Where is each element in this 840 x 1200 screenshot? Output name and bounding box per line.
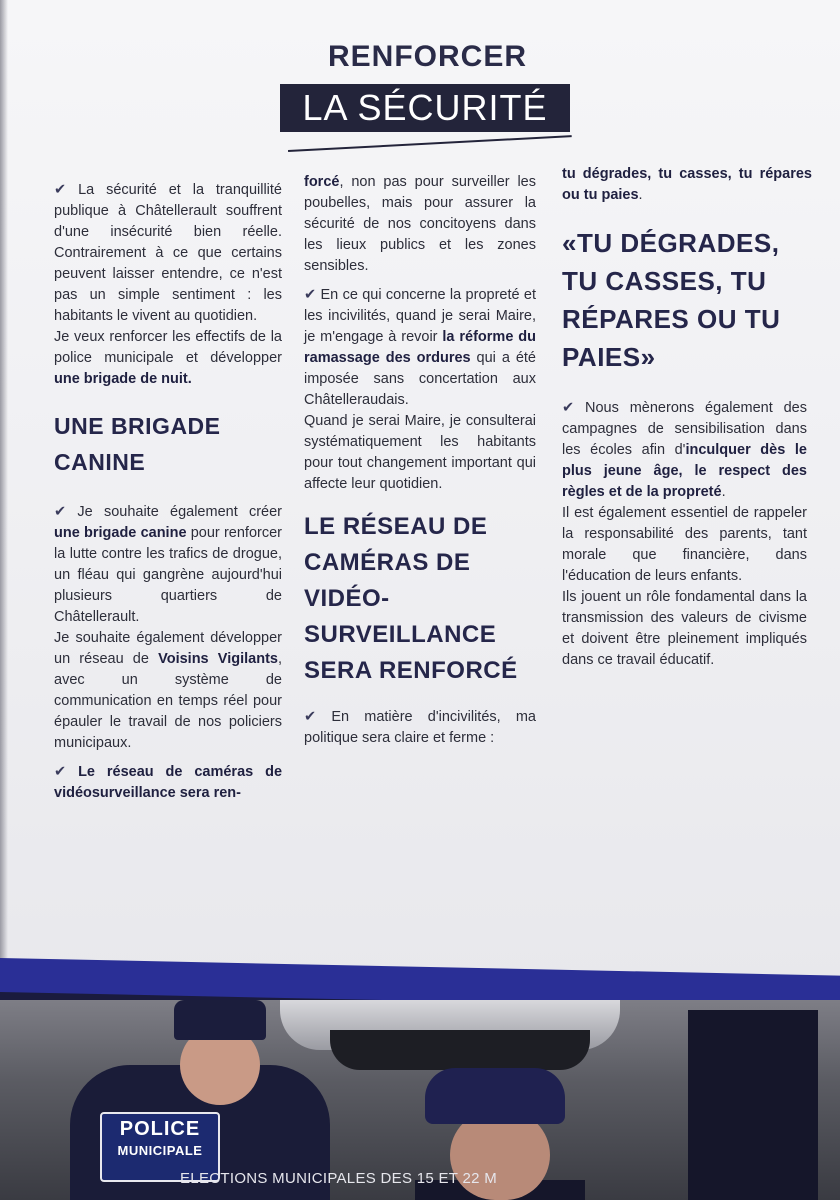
bold-phrase: tu dégrades, tu casses, tu répares ou tu paies xyxy=(562,166,812,203)
checkmark-icon: ✔ xyxy=(54,182,67,198)
paragraph-incivilites xyxy=(304,707,536,749)
paragraph-text: . xyxy=(721,484,726,500)
checkmark-icon: ✔ xyxy=(304,709,317,725)
patch-line-2: MUNICIPALE xyxy=(117,1143,203,1158)
paragraph-text: Il est également essentiel de rappeler la responsabilité des parents, tant morale que financière, dans l'éducation de leurs enfants. xyxy=(562,505,807,584)
column-1 xyxy=(54,180,282,812)
footer-election-text: ELECTIONS MUNICIPALES DES 15 ET 22 M xyxy=(180,1170,498,1187)
paragraph-text: Je veux renforcer les effectifs de la police municipale et développer xyxy=(54,329,282,366)
bold-phrase: Le réseau de caméras de vidéosurveillance sera ren- xyxy=(54,764,283,801)
bold-phrase: une brigade de nuit. xyxy=(54,371,192,387)
paragraph-text: En ce qui concerne la propreté et les incivilités, quand je serai Maire, je m'engage à revoir xyxy=(304,287,536,345)
title-underline xyxy=(288,135,572,152)
paragraph-text: Nous mènerons également des campagnes de sensibilisation dans les écoles afin d' xyxy=(562,400,807,458)
title-line-1: RENFORCER xyxy=(327,40,527,73)
bold-phrase: Voisins Vigilants xyxy=(158,651,278,667)
paragraph-text: pour renforcer la lutte contre les trafics de drogue, un fléau qui gangrène aujourd'hui plusieurs quartiers de Châtellerault. xyxy=(54,525,282,625)
bold-phrase: une brigade canine xyxy=(54,525,187,541)
paragraph-cameras-end xyxy=(304,172,536,277)
paragraph-campagnes xyxy=(562,398,807,503)
bold-phrase: la réforme du ramassage des ordures xyxy=(304,329,536,366)
checkmark-icon: ✔ xyxy=(562,400,575,416)
paragraph-insecurity xyxy=(54,180,282,327)
heading-cameras: LE RÉSEAU DE CAMÉRAS DE VIDÉO-SURVEILLANCE SERA RENFORCÉ xyxy=(304,513,518,684)
checkmark-icon: ✔ xyxy=(54,504,67,520)
paragraph-text: . xyxy=(638,187,643,203)
checkmark-icon: ✔ xyxy=(304,287,317,303)
officer-right-silhouette xyxy=(688,1010,818,1200)
paragraph-staffing xyxy=(54,327,282,390)
title-line-2-box: LA SÉCURITÉ xyxy=(280,84,570,132)
paragraph-text: Quand je serai Maire, je consulterai systématiquement les habitants pour tout changement important qui affecte leur quotidien. xyxy=(304,413,536,492)
paragraph-canine xyxy=(54,502,282,628)
checkmark-icon: ✔ xyxy=(54,764,67,780)
officer-middle-cap xyxy=(425,1068,565,1124)
paragraph-parents xyxy=(562,503,807,587)
paragraph-cameras-start xyxy=(54,762,282,804)
paragraph-text: , non pas pour surveiller les poubelles, mais pour assurer la sécurité de nos concitoyens dans les lieux publics et les zones sensibles. xyxy=(304,174,536,274)
bold-phrase: forcé xyxy=(304,174,340,190)
officer-left-cap xyxy=(174,1000,266,1040)
column-2 xyxy=(304,172,536,757)
paragraph-text: qui a été imposée sans concertation aux Châtelleraudais. xyxy=(304,350,536,408)
paragraph-text: La sécurité et la tranquillité publique à Châtellerault souffrent d'une insécurité bien réelle. Contrairement à ce que certains peuvent laisser entendre, ce n'est pas un simple sentiment : les habitants le vivent au quotidien. xyxy=(54,182,282,324)
page-edge-shadow xyxy=(0,0,8,1000)
paragraph-text: , avec un système de communication en temps réel pour épauler le travail de nos policiers municipaux. xyxy=(54,651,282,751)
paragraph-text: Je souhaite également créer xyxy=(77,504,282,520)
paragraph-proprete xyxy=(304,285,536,411)
paragraph-text: En matière d'incivilités, ma politique sera claire et ferme : xyxy=(304,709,536,746)
pull-quote: «TU DÉGRADES, TU CASSES, TU RÉPARES OU TU PAIES» xyxy=(562,228,781,372)
paragraph-civisme xyxy=(562,587,807,671)
paragraph-voisins xyxy=(54,628,282,754)
paragraph-consultation xyxy=(304,411,536,495)
paragraph-text: Je souhaite également développer un réseau de xyxy=(54,630,282,667)
patch-line-1: POLICE xyxy=(119,1118,201,1140)
heading-brigade-canine: UNE BRIGADE CANINE xyxy=(54,413,221,475)
paragraph-slogan xyxy=(562,164,812,206)
paragraph-text: Ils jouent un rôle fondamental dans la transmission des valeurs de civisme et doivent être pleinement impliqués dans ce travail éducatif. xyxy=(562,589,807,668)
car-underside xyxy=(330,1030,590,1070)
column-3 xyxy=(562,164,832,679)
bold-phrase: inculquer dès le plus jeune âge, le respect des règles et de la propreté xyxy=(562,442,807,500)
